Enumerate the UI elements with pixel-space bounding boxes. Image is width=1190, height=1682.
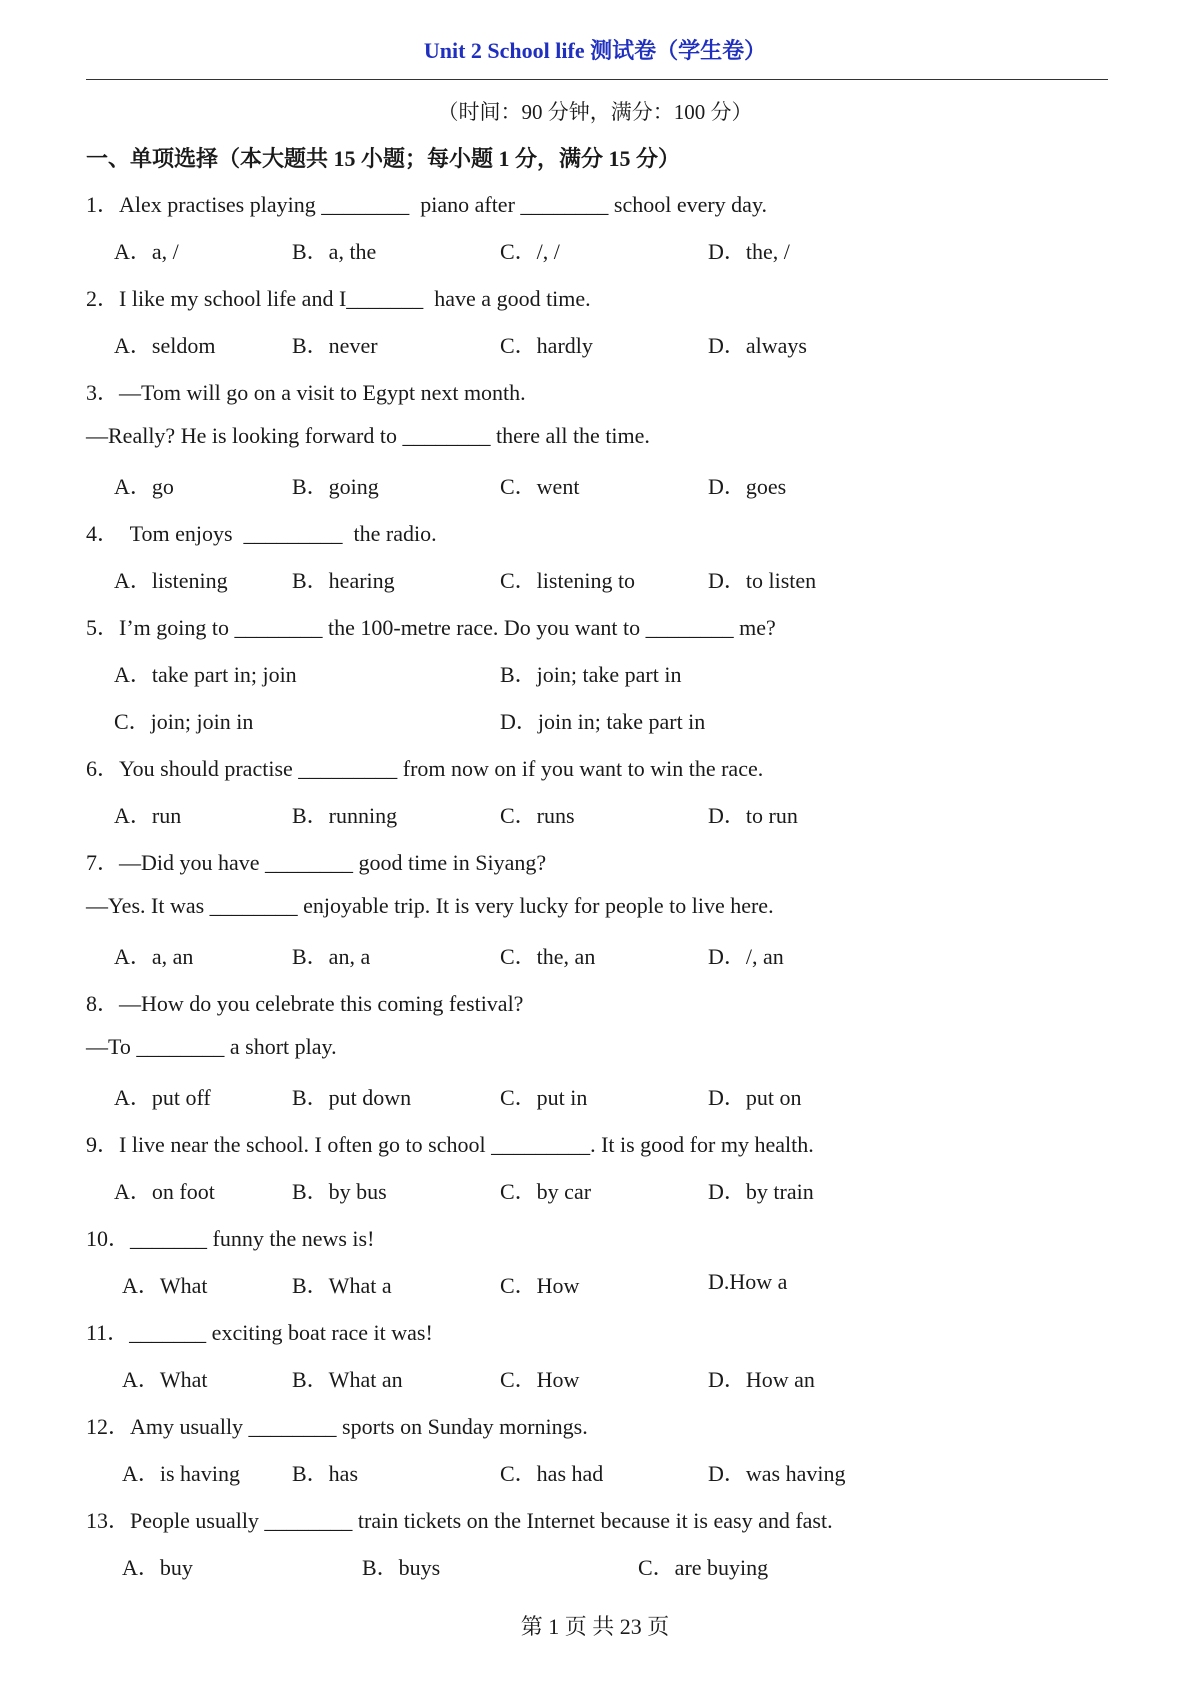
- option-10a[interactable]: A．What: [122, 1273, 208, 1298]
- option-4a[interactable]: A．listening: [114, 568, 228, 593]
- option-9d[interactable]: D．by train: [708, 1179, 814, 1204]
- option-9a[interactable]: A．on foot: [114, 1179, 215, 1204]
- option-11a[interactable]: A．What: [122, 1367, 208, 1392]
- question-13: 13．People usually ________ train tickets on the Internet because it is easy and fast.: [86, 1508, 833, 1533]
- option-11b[interactable]: B．What an: [292, 1367, 403, 1392]
- option-5c[interactable]: C．join; join in: [114, 709, 254, 734]
- option-13c[interactable]: C．are buying: [638, 1555, 769, 1580]
- question-6: 6．You should practise _________ from now on if you want to win the race.: [86, 756, 764, 781]
- page-number: 第 1 页 共 23 页: [520, 1614, 670, 1639]
- option-5d[interactable]: D．join in; take part in: [500, 709, 706, 734]
- header-divider: [86, 79, 1108, 80]
- option-6a[interactable]: A．run: [114, 803, 182, 828]
- option-10b[interactable]: B．What a: [292, 1273, 392, 1298]
- option-2b[interactable]: B．never: [292, 333, 378, 358]
- option-9c[interactable]: C．by car: [500, 1179, 592, 1204]
- question-2: 2．I like my school life and I_______ have a good time.: [86, 286, 591, 311]
- question-4: 4． Tom enjoys _________ the radio.: [86, 521, 437, 546]
- question-12: 12．Amy usually ________ sports on Sunday mornings.: [86, 1414, 588, 1439]
- option-11c[interactable]: C．How: [500, 1367, 580, 1392]
- option-4c[interactable]: C．listening to: [500, 568, 636, 593]
- exam-info: （时间：90 分钟，满分：100 分）: [437, 100, 753, 124]
- option-3a[interactable]: A．go: [114, 474, 174, 499]
- question-7: 7．—Did you have ________ good time in Siyang?: [86, 850, 547, 875]
- question-5: 5．I’m going to ________ the 100-metre race. Do you want to ________ me?: [86, 615, 776, 640]
- question-8-reply: —To ________ a short play.: [86, 1034, 337, 1059]
- option-5a[interactable]: A．take part in; join: [114, 662, 297, 687]
- option-12d[interactable]: D．was having: [708, 1461, 846, 1486]
- option-12b[interactable]: B．has: [292, 1461, 359, 1486]
- option-6c[interactable]: C．runs: [500, 803, 575, 828]
- question-1: 1．Alex practises playing ________ piano after ________ school every day.: [86, 192, 768, 217]
- option-10c[interactable]: C．How: [500, 1273, 580, 1298]
- option-7b[interactable]: B．an, a: [292, 944, 371, 969]
- question-11: 11．_______ exciting boat race it was!: [86, 1320, 433, 1345]
- question-3: 3．—Tom will go on a visit to Egypt next month.: [86, 380, 526, 405]
- option-2a[interactable]: A．seldom: [114, 333, 216, 358]
- option-7c[interactable]: C．the, an: [500, 944, 596, 969]
- option-4b[interactable]: B．hearing: [292, 568, 395, 593]
- question-9: 9．I live near the school. I often go to school _________. It is good for my health.: [86, 1132, 814, 1157]
- question-8: 8．—How do you celebrate this coming festival?: [86, 991, 524, 1016]
- option-1b[interactable]: B．a, the: [292, 239, 377, 264]
- option-8b[interactable]: B．put down: [292, 1085, 412, 1110]
- section-heading: 一、单项选择（本大题共 15 小题；每小题 1 分，满分 15 分）: [86, 146, 681, 171]
- question-10: 10．_______ funny the news is!: [86, 1226, 375, 1251]
- option-5b[interactable]: B．join; take part in: [500, 662, 682, 687]
- option-4d[interactable]: D．to listen: [708, 568, 817, 593]
- option-13a[interactable]: A．buy: [122, 1555, 193, 1580]
- option-6d[interactable]: D．to run: [708, 803, 798, 828]
- option-3c[interactable]: C．went: [500, 474, 580, 499]
- option-1d[interactable]: D．the, /: [708, 239, 790, 264]
- option-1c[interactable]: C．/, /: [500, 239, 560, 264]
- option-8c[interactable]: C．put in: [500, 1085, 588, 1110]
- option-9b[interactable]: B．by bus: [292, 1179, 387, 1204]
- option-7a[interactable]: A．a, an: [114, 944, 194, 969]
- option-3d[interactable]: D．goes: [708, 474, 787, 499]
- option-8a[interactable]: A．put off: [114, 1085, 211, 1110]
- document-title: Unit 2 School life 测试卷（学生卷）: [423, 38, 767, 63]
- option-2c[interactable]: C．hardly: [500, 333, 593, 358]
- option-13b[interactable]: B．buys: [362, 1555, 441, 1580]
- option-11d[interactable]: D．How an: [708, 1367, 815, 1392]
- option-3b[interactable]: B．going: [292, 474, 379, 499]
- question-3-reply: —Really? He is looking forward to ________ there all the time.: [86, 423, 650, 448]
- option-2d[interactable]: D．always: [708, 333, 807, 358]
- option-12c[interactable]: C．has had: [500, 1461, 604, 1486]
- option-7d[interactable]: D．/, an: [708, 944, 784, 969]
- question-7-reply: —Yes. It was ________ enjoyable trip. It is very lucky for people to live here.: [86, 893, 774, 918]
- option-10d[interactable]: D.How a: [708, 1269, 788, 1294]
- option-1a[interactable]: A．a, /: [114, 239, 179, 264]
- option-8d[interactable]: D．put on: [708, 1085, 802, 1110]
- option-12a[interactable]: A．is having: [122, 1461, 240, 1486]
- option-6b[interactable]: B．running: [292, 803, 398, 828]
